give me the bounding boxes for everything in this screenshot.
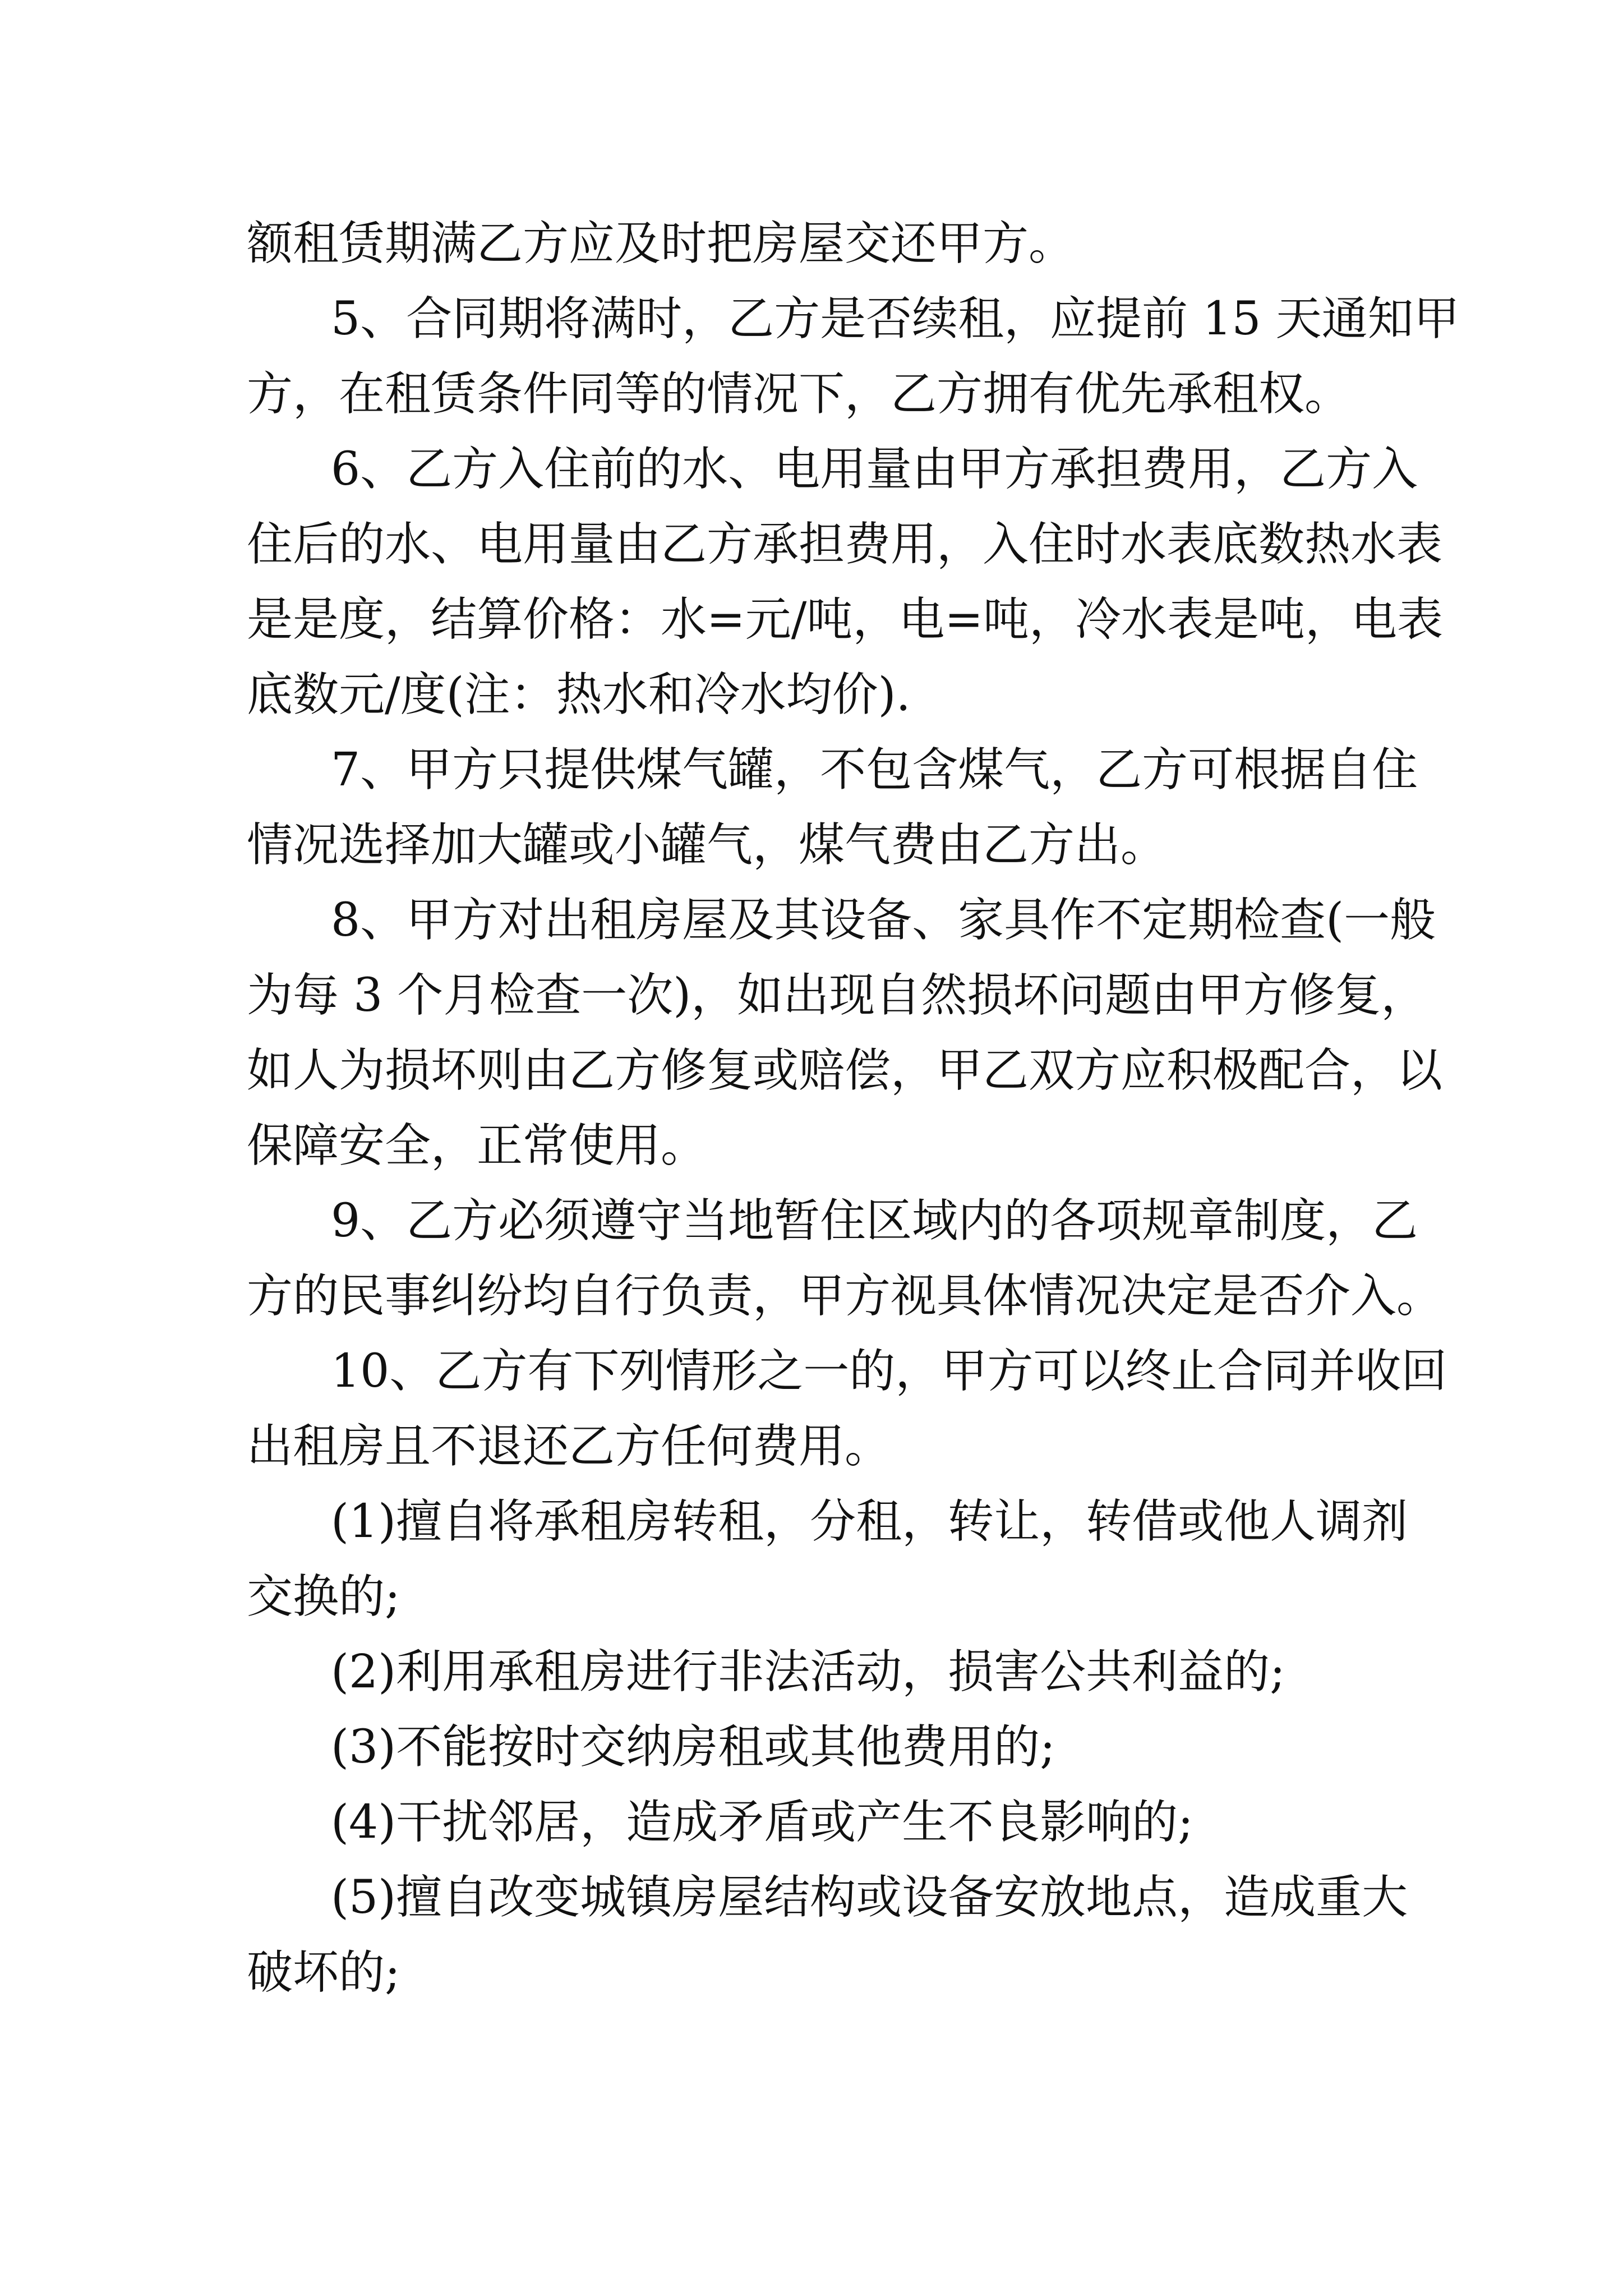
text-line: 额租赁期满乙方应及时把房屋交还甲方。 [247, 217, 1075, 270]
sub-clause-2 [247, 1635, 1395, 1710]
document-page [247, 206, 1460, 2010]
text-line: (2)利用承租房进行非法活动，损害公共利益的; [331, 1645, 1285, 1699]
text-line: 保障安全，正常使用。 [247, 1119, 707, 1172]
text-line: 为每 3 个月检查一次)，如出现自然损坏问题由甲方修复， [247, 969, 1427, 1022]
text-line: 5、合同期将满时，乙方是否续租，应提前 15 天通知甲 [331, 292, 1460, 346]
text-line: 方的民事纠纷均自行负责，甲方视具体情况决定是否介入。 [247, 1269, 1443, 1323]
clause-10 [247, 1334, 1447, 1484]
sub-clause-5 [247, 1860, 1408, 2010]
text-line: 底数元/度(注：热水和冷水均价). [247, 668, 911, 721]
text-line: 破坏的; [247, 1946, 400, 1999]
text-line: 10、乙方有下列情形之一的，甲方可以终止合同并收回 [331, 1345, 1447, 1398]
text-line: (5)擅自改变城镇房屋结构或设备安放地点，造成重大 [331, 1871, 1408, 1924]
text-line: (3)不能按时交纳房租或其他费用的; [331, 1720, 1055, 1774]
text-line: 交换的; [247, 1570, 400, 1623]
clause-7 [247, 733, 1418, 883]
text-line: 6、乙方入住前的水、电用量由甲方承担费用，乙方入 [331, 443, 1418, 496]
clause-9 [247, 1184, 1443, 1334]
text-line: (4)干扰邻居，造成矛盾或产生不良影响的; [331, 1796, 1193, 1849]
clause-6 [247, 432, 1444, 733]
clause-8 [247, 883, 1443, 1184]
sub-clause-3 [247, 1710, 1395, 1785]
sub-clause-1 [247, 1484, 1408, 1635]
text-line: 情况选择加大罐或小罐气，煤气费由乙方出。 [247, 818, 1167, 872]
text-line: 如人为损坏则由乙方修复或赔偿，甲乙双方应积极配合，以 [247, 1044, 1443, 1097]
clause-5 [247, 282, 1460, 432]
text-line: (1)擅自将承租房转租，分租，转让，转借或他人调剂 [331, 1495, 1408, 1548]
text-line: 方，在租赁条件同等的情况下，乙方拥有优先承租权。 [247, 367, 1351, 421]
paragraph-continuation [247, 206, 1395, 282]
text-line: 8、甲方对出租房屋及其设备、家具作不定期检查(一般 [331, 894, 1436, 947]
text-line: 住后的水、电用量由乙方承担费用，入住时水表底数热水表 [247, 518, 1443, 571]
text-line: 是是度，结算价格：水=元/吨，电=吨，冷水表是吨，电表 [247, 593, 1444, 646]
text-line: 9、乙方必须遵守当地暂住区域内的各项规章制度，乙 [331, 1194, 1418, 1248]
sub-clause-4 [247, 1785, 1395, 1860]
text-line: 出租房且不退还乙方任何费用。 [247, 1420, 891, 1473]
text-line: 7、甲方只提供煤气罐，不包含煤气，乙方可根据自住 [331, 743, 1418, 797]
